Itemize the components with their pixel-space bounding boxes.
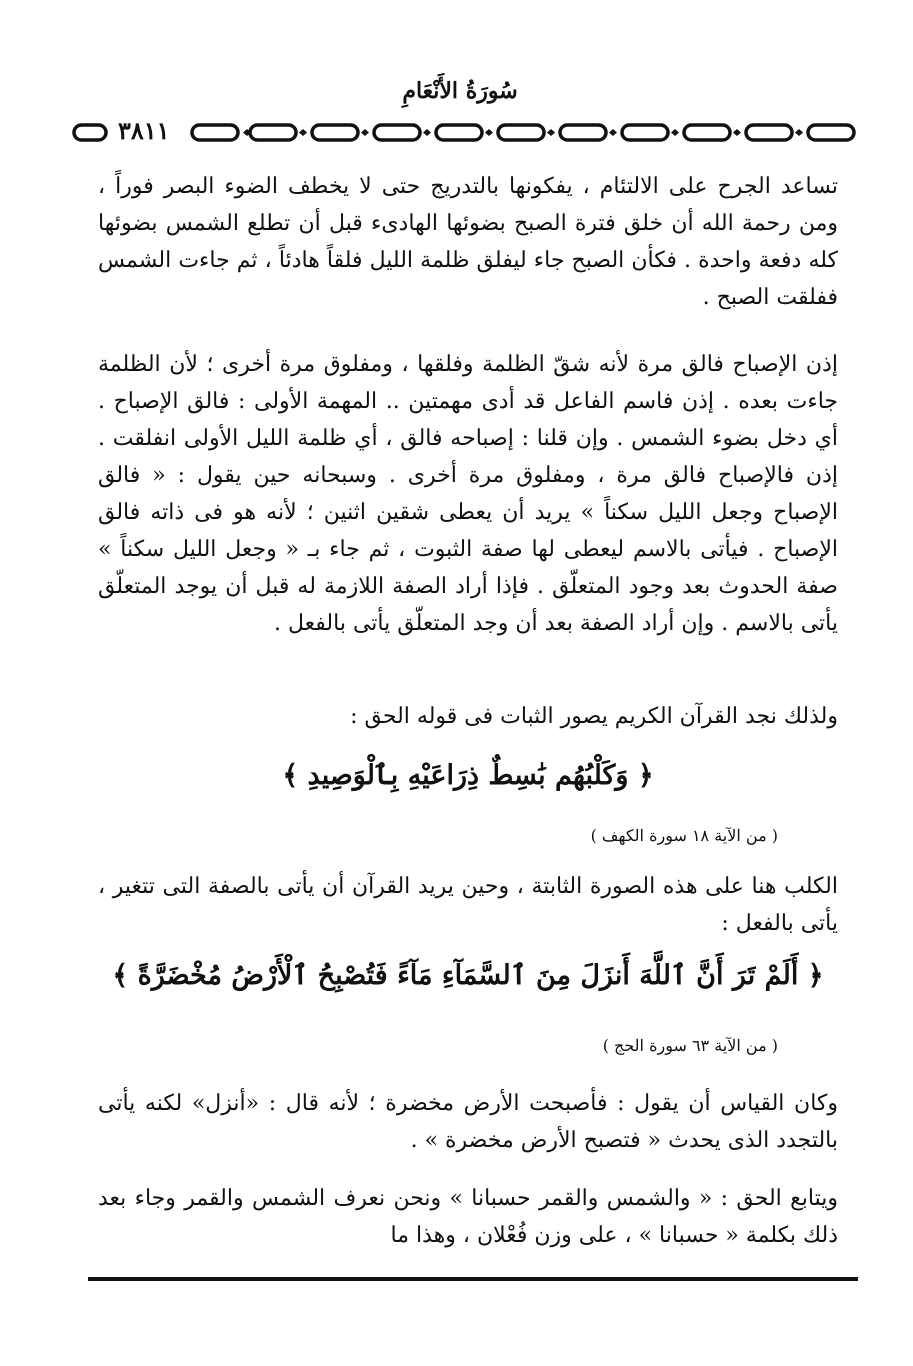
page-number: ٣٨١١ [118, 116, 170, 145]
paragraph-6: ويتابع الحق : « والشمس والقمر حسبانا » ونحن نعرف الشمس والقمر وجاء بعد ذلك بكلمة « حسبانا » ، على وزن فُعْلان ، وهذا ما [98, 1186, 838, 1248]
verse-reference-2: ( من الآية ٦٣ سورة الحج ) [602, 1036, 778, 1055]
ornamental-header-rule [70, 118, 860, 148]
paragraph-3: ولذلك نجد القرآن الكريم يصور الثبات فى قوله الحق : [350, 704, 838, 729]
footer-rule [88, 1277, 858, 1281]
paragraph-5: وكان القياس أن يقول : فأصبحت الأرض مخضرة ؛ لأنه قال : «أنزل» لكنه يأتى بالتجدد الذى يحدث « فتصبح الأرض مخضرة » . [98, 1091, 838, 1153]
quran-verse-1: ﴿ وَكَلْبُهُم بَٰسِطٌ ذِرَاعَيْهِ بِٱلْوَصِيدِ ﴾ [282, 760, 654, 791]
paragraph-1: تساعد الجرح على الالتئام ، يفكونها بالتدريج حتى لا يخطف الضوء البصر فوراً ، ومن رحمة الله أن خلق فترة الصبح بضوئها الهادىء قبل أن تطلع الشمس بضوئها كله دفعة واحدة . فكأن الصبح جاء ليفلق ظلمة الليل فلقاً هادئاً ، ثم جاءت الشمس ففلقت الصبح . [98, 174, 838, 310]
quran-verse-2: ﴿ أَلَمْ تَرَ أَنَّ ٱللَّهَ أَنزَلَ مِنَ ٱلسَّمَآءِ مَآءً فَتُصْبِحُ ٱلْأَرْضُ مُخْضَرَّةً ﴾ [112, 960, 824, 991]
paragraph-2: إذن الإصباح فالق مرة لأنه شقّ الظلمة وفلقها ، ومفلوق مرة أخرى ؛ لأن الظلمة جاءت بعده . إذن فاسم الفاعل قد أدى مهمتين .. المهمة الأولى : فالق الإصباح . أي دخل بضوء الشمس . وإن قلنا : إصباحه فالق ، أي ظلمة الليل الأولى انفلقت . إذن فالإصباح فالق مرة ، ومفلوق مرة أخرى . وسبحانه حين يقول : « فالق الإصباح وجعل الليل سكناً » يريد أن يعطى شقين اثنين ؛ لأنه هو فى ذاته فالق الإصباح . فيأتى بالاسم ليعطى لها صفة الثبوت ، ثم جاء بـ « وجعل الليل سكناً » صفة الحدوث بعد وجود المتعلّق . فإذا أراد الصفة اللازمة له قبل أن يوجد المتعلّق يأتى بالاسم . وإن أراد الصفة بعد أن وجد المتعلّق يأتى بالفعل . [98, 352, 838, 636]
verse-reference-1: ( من الآية ١٨ سورة الكهف ) [590, 826, 778, 845]
surah-title: سُورَةُ الأَنْعَامِ [402, 78, 518, 104]
paragraph-4: الكلب هنا على هذه الصورة الثابتة ، وحين يريد القرآن أن يأتى بالصفة التى تتغير ، يأتى بالفعل : [98, 874, 838, 936]
